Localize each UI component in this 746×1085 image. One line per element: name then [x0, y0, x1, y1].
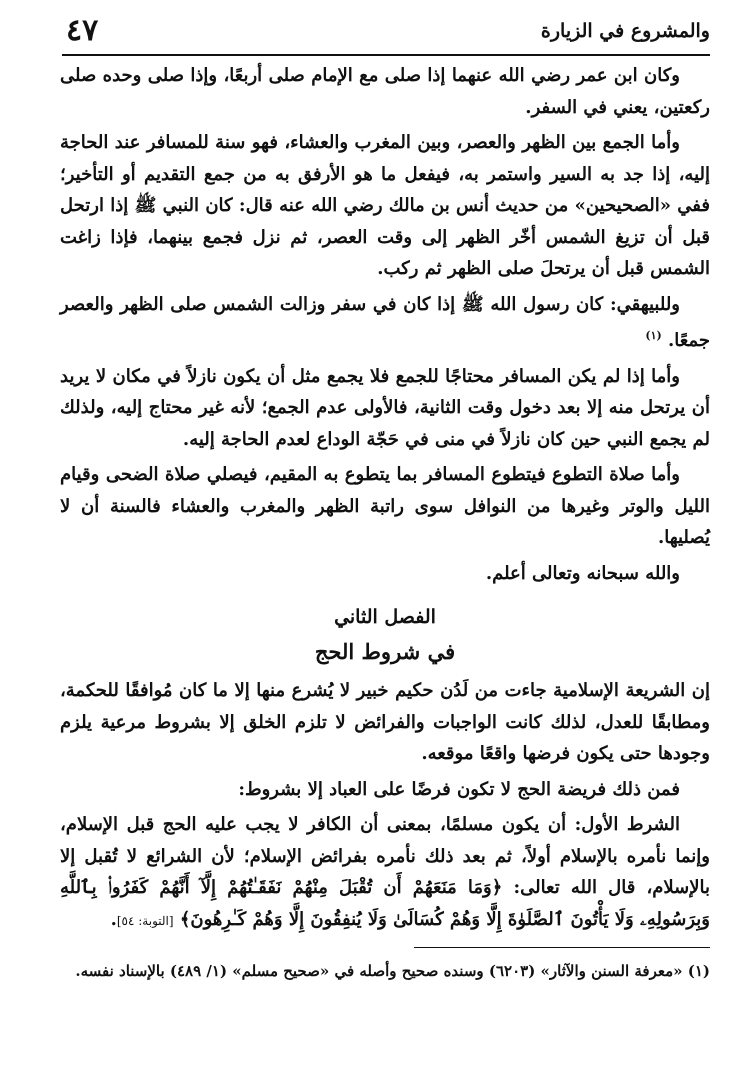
footnote-divider — [414, 947, 710, 948]
paragraph: وكان ابن عمر رضي الله عنهما إذا صلى مع الإمام صلى أربعًا، وإذا صلى وحده صلى ركعتين، يعني في السفر. — [60, 65, 710, 118]
condition-text: الشرط الأول: أن يكون مسلمًا، بمعنى أن الكافر لا يجب عليه الحج قبل الإسلام، وإنما نأمره بالإسلام أولاً، ثم بعد ذلك نأمره بفرائض الإسلام؛ لأن الشرائع لا تُقبل إلا بالإسلام، قال الله تعالى: — [60, 814, 710, 898]
paragraph: وأما الجمع بين الظهر والعصر، وبين المغرب والعشاء، فهو سنة للمسافر عند الحاجة إليه، إذا جد به السير واستمر به، فيفعل ما هو الأرفق به من جمع التقديم أو التأخير؛ ففي «الصحيحين» من حديث أنس بن مالك رضي الله عنه قال: كان النبي ﷺ إذا ارتحل قبل أن تزيغ الشمس أخّر الظهر إلى وقت العصر، ثم نزل فجمع بينهما، فإذا زاغت الشمس قبل أن يرتحلَ صلى الظهر ثم ركب. — [60, 132, 710, 279]
running-title: والمشروع في الزيارة — [540, 20, 710, 42]
paragraph: وأما إذا لم يكن المسافر محتاجًا للجمع فلا يجمع مثل أن يكون نازلاً في مكان لا يريد أن يرتحل منه إلا بعد دخول وقت الثانية، فالأولى عدم الجمع؛ لأنه غير محتاج إليه، ولذلك لم يجمع النبي حين كان نازلاً في منى في حَجّة الوداع لعدم الحاجة إليه. — [60, 365, 710, 450]
paragraph-text: وللبيهقي: كان رسول الله ﷺ إذا كان في سفر وزالت الشمس صلى الظهر والعصر جمعًا. — [60, 293, 710, 351]
quran-verse: ﴿وَمَا مَنَعَهُمْ أَن تُقْبَلَ مِنْهُمْ نَفَقَـٰتُهُمْ إِلَّآ أَنَّهُمْ كَفَرُوا۟ بِٱللَّهِ وَبِرَسُولِهِۦ وَلَا يَأْتُونَ ٱلصَّلَوٰةَ إِلَّا وَهُمْ كُسَالَىٰ وَلَا يُنفِقُونَ إِلَّا وَهُمْ كَـٰرِهُونَ﴾ — [60, 877, 710, 930]
main-text — [60, 60, 710, 941]
footnote: (١) «معرفة السنن والآثار» (٦٢٠٣) وسنده صحيح وأصله في «صحيح مسلم» (١/ ٤٨٩) بالإسناد نفسه. — [75, 962, 710, 980]
footnote-marker: (١) — [645, 329, 662, 342]
paragraph: وأما صلاة التطوع فيتطوع المسافر بما يتطوع به المقيم، فيصلي صلاة الضحى وقيام الليل والوتر وغيرها من النوافل سوى راتبة الظهر والمغرب والعشاء فالسنة أن لا يُصليها. — [60, 464, 710, 548]
page-header — [62, 10, 710, 56]
sentence-end: . — [110, 908, 117, 930]
paragraph: والله سبحانه وتعالى أعلم. — [485, 562, 680, 584]
condition-paragraph — [60, 809, 710, 937]
paragraph: إن الشريعة الإسلامية جاءت من لَدُن حكيم خبير لا يُشرع منها إلا ما كان مُوافقًا للحكمة، ومطابقًا للعدل، لذلك كانت الواجبات والفرائض لا تلزم الخلق إلا بشروط مرعية يلزم وجودها حتى يكون فرضها واقعًا موقعه. — [60, 680, 710, 764]
chapter-title: الفصل الثاني — [334, 606, 436, 628]
verse-reference: [التوبة: ٥٤] — [116, 913, 174, 928]
page-number: ٤٧ — [66, 13, 99, 48]
chapter-subtitle: في شروط الحج — [314, 639, 456, 664]
paragraph-bayhaqi — [60, 289, 710, 357]
paragraph: فمن ذلك فريضة الحج لا تكون فرضًا على العباد إلا بشروط: — [238, 778, 680, 800]
